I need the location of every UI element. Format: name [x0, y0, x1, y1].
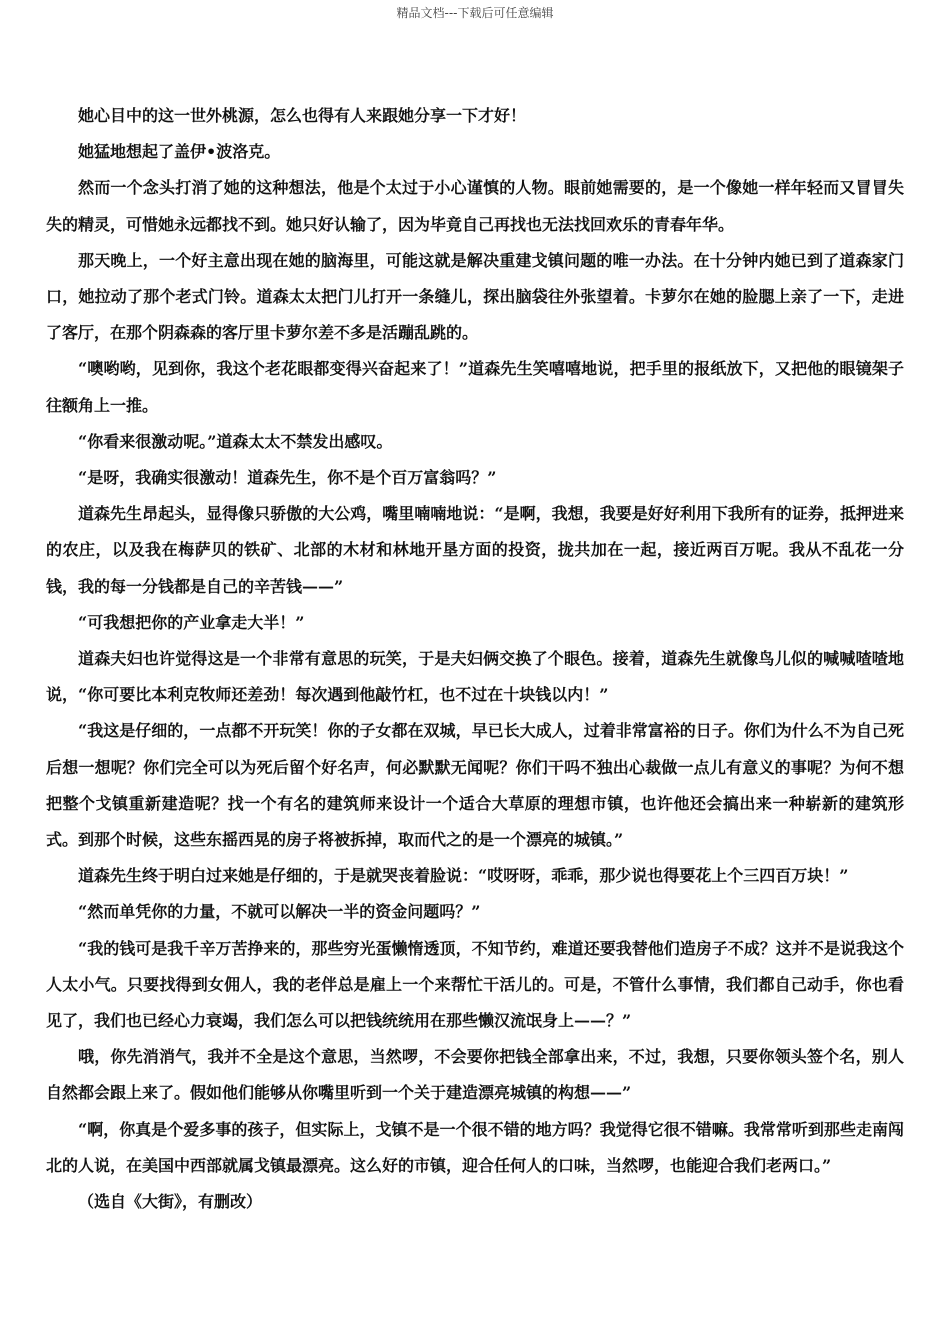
paragraph: 哦，你先消消气，我并不全是这个意思，当然啰，不会要你把钱全部拿出来，不过，我想，只要你领头签个名，别人自然都会跟上来了。假如他们能够从你嘴里听到一个关于建造漂亮城镇的构想——”	[46, 1047, 904, 1103]
paragraph: “然而单凭你的力量，不就可以解决一半的资金问题吗？”	[78, 902, 481, 922]
source-note: （选自《大街》，有删改）	[78, 1192, 263, 1212]
paragraph: 她心目中的这一世外桃源，怎么也得有人来跟她分享一下才好！	[78, 106, 527, 125]
paragraph: “是呀，我确实很激动！道森先生，你不是个百万富翁吗？”	[78, 468, 497, 488]
paragraph: 道森先生终于明白过来她是仔细的，于是就哭丧着脸说：“哎呀呀，乖乖，那少说也得要花上个三四百万块！”	[78, 866, 849, 886]
article-body	[46, 98, 904, 1220]
paragraph: “我的钱可是我千辛万苦挣来的，那些穷光蛋懒惰透顶，不知节约，难道还要我替他们造房子不成？这并不是说我这个人太小气。只要找得到女佣人，我的老伴总是雇上一个来帮忙干活儿的。可是，不管什么事情，我们都自己动手，你也看见了，我们也已经心力衰竭，我们怎么可以把钱统统用在那些懒汉流氓身上——？”	[46, 938, 904, 1031]
paragraph: 那天晚上，一个好主意出现在她的脑海里，可能这就是解决重建戈镇问题的唯一办法。在十分钟内她已到了道森家门口，她拉动了那个老式门铃。道森太太把门儿打开一条缝儿，探出脑袋往外张望着。卡萝尔在她的脸腮上亲了一下，走进了客厅，在那个阴森森的客厅里卡萝尔差不多是活蹦乱跳的。	[46, 250, 904, 343]
paragraph: “你看来很激动呢。”道森太太不禁发出感叹。	[78, 431, 393, 451]
paragraph: “噢哟哟，见到你，我这个老花眼都变得兴奋起来了！”道森先生笑嘻嘻地说，把手里的报纸放下，又把他的眼镜架子往额角上一推。	[46, 359, 904, 415]
paragraph: 然而一个念头打消了她的这种想法，他是个太过于小心谨慎的人物。眼前她需要的，是一个像她一样年轻而又冒冒失失的精灵，可惜她永远都找不到。她只好认输了，因为毕竟自己再找也无法找回欢乐的青春年华。	[46, 178, 904, 234]
paragraph: 她猛地想起了盖伊•波洛克。	[78, 142, 281, 162]
paragraph: 道森先生昂起头，显得像只骄傲的大公鸡，嘴里喃喃地说：“是啊，我想，我要是好好利用下我所有的证券，抵押进来的农庄，以及我在梅萨贝的铁矿、北部的木材和林地开垦方面的投资，拢共加在一起，接近两百万呢。我从不乱花一分钱，我的每一分钱都是自己的辛苦钱——”	[46, 504, 904, 596]
paragraph: “啊，你真是个爱多事的孩子，但实际上，戈镇不是一个很不错的地方吗？我觉得它很不错嘛。我常常听到那些走南闯北的人说，在美国中西部就属戈镇最漂亮。这么好的市镇，迎合任何人的口味，当然啰，也能迎合我们老两口。”	[46, 1119, 904, 1175]
paragraph: “我这是仔细的，一点都不开玩笑！你的子女都在双城，早已长大成人，过着非常富裕的日子。你们为什么不为自己死后想一想呢？你们完全可以为死后留个好名声，何必默默无闻呢？你们干吗不独出心裁做一点儿有意义的事呢？为何不想把整个戈镇重新建造呢？找一个有名的建筑师来设计一个适合大草原的理想市镇，也许他还会搞出来一种崭新的建筑形式。到那个时候，这些东摇西晃的房子将被拆掉，取而代之的是一个漂亮的城镇。”	[46, 721, 904, 850]
paragraph: 道森夫妇也许觉得这是一个非常有意思的玩笑，于是夫妇俩交换了个眼色。接着，道森先生就像鸟儿似的喊喊喳喳地说，“你可要比本利克牧师还差劲！每次遇到他敲竹杠，也不过在十块钱以内！”	[46, 649, 904, 705]
page-header: 精品文档---下载后可任意编辑	[396, 6, 554, 20]
paragraph: “可我想把你的产业拿走大半！”	[78, 612, 305, 632]
